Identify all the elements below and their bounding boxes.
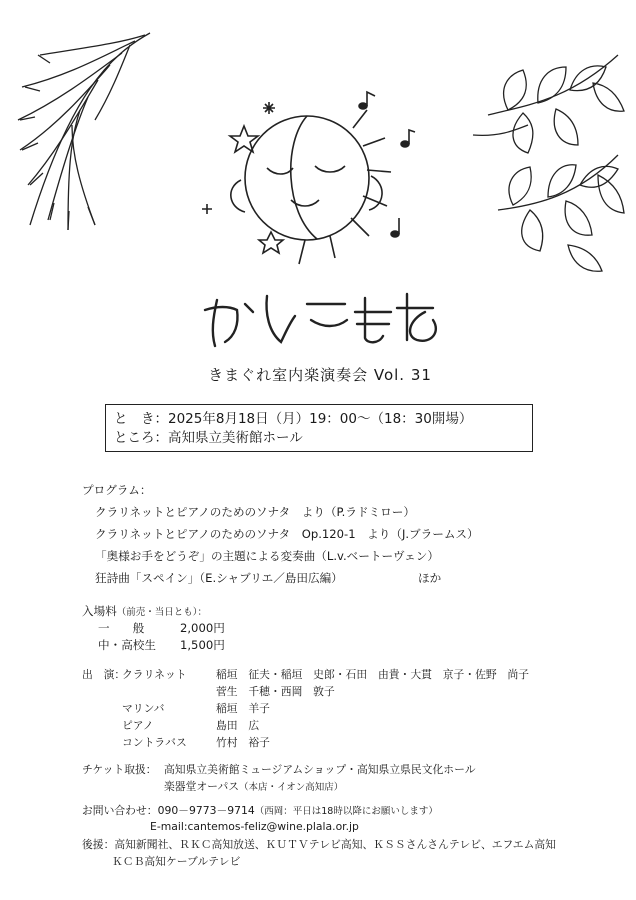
program-item: 狂詩曲「スペイン」（E.シャブリエ／島田広編） <box>95 571 343 585</box>
concert-title: きまぐれ室内楽演奏会 Vol. 31 <box>208 366 432 384</box>
date-value: 2025年8月18日（月）19：00～（18：30開場） <box>168 411 473 427</box>
place-label: ところ： <box>114 430 168 446</box>
contact-email: E-mail:cantemos-feliz@wine.plala.or.jp <box>150 820 359 833</box>
date-label: と き： <box>114 411 168 427</box>
admission-label: 入場料 <box>82 604 117 618</box>
admission-heading <box>82 603 207 619</box>
sponsors-line2: ＫＣＢ高知ケーブルテレビ <box>112 855 241 868</box>
event-info-box <box>105 404 533 452</box>
admission-tier-price: 2,000円 <box>180 621 225 635</box>
logo-text-data: かんてもす <box>195 280 200 281</box>
program-heading: プログラム： <box>82 483 152 497</box>
performer-names: 稲垣 征夫・稲垣 史郎・石田 由貴・大貫 京子・佐野 尚子 <box>216 668 530 681</box>
contact-heading: お問い合わせ： <box>82 804 158 817</box>
instrument-label: ピアノ <box>122 719 154 732</box>
place-value: 高知県立美術館ホール <box>168 430 303 446</box>
palm-leaf-icon <box>10 25 160 240</box>
performer-names: 菅生 千穂・西岡 敦子 <box>216 685 335 698</box>
program-item: クラリネットとピアノのためのソナタ より（P.ラドミロー） <box>95 505 415 519</box>
logo-handwritten <box>195 280 445 350</box>
tickets-line2 <box>164 779 343 794</box>
sun-moon-face-icon <box>195 88 420 273</box>
program-item: 「奥様お手をどうぞ」の主題による変奏曲（L.v.ベートーヴェン） <box>95 549 439 563</box>
instrument-label: クラリネット <box>122 668 187 681</box>
contact-phone-note: （西岡：平日は18時以降にお願いします） <box>254 806 438 817</box>
program-etc: ほか <box>418 571 442 585</box>
tickets-shop: 楽器堂オーパス <box>164 780 240 793</box>
vine-leaves-icon <box>468 35 628 290</box>
tickets-shop-note: （本店・イオン高知店） <box>239 782 344 793</box>
admission-tier-price: 1,500円 <box>180 638 225 652</box>
contact-line <box>82 803 438 818</box>
admission-tier-label: 中・高校生 <box>98 638 156 652</box>
contact-phone: 090－9773－9714 <box>157 804 255 817</box>
instrument-label: コントラバス <box>122 736 187 749</box>
tickets-line1: 高知県立美術館ミュージアムショップ・高知県立県民文化ホール <box>164 763 476 776</box>
performers-heading: 出 演： <box>82 668 126 681</box>
program-item: クラリネットとピアノのためのソナタ Op.120-1 より（J.ブラームス） <box>95 527 479 541</box>
performer-names: 島田 広 <box>216 719 260 732</box>
instrument-label: マリンバ <box>122 702 165 715</box>
performer-names: 稲垣 羊子 <box>216 702 270 715</box>
admission-tier-label: 一 般 <box>98 621 145 635</box>
admission-note: （前売・当日とも）： <box>116 607 208 618</box>
sponsors-line <box>82 837 556 852</box>
date-line <box>114 410 524 429</box>
tickets-heading: チケット取扱： <box>82 763 157 776</box>
performer-names: 竹村 裕子 <box>216 736 270 749</box>
sponsors-heading: 後援： <box>82 838 115 851</box>
sponsors-list: 高知新聞社、ＲＫＣ高知放送、ＫＵＴＶテレビ高知、ＫＳＳさんさんテレビ、エフエム高知 <box>114 838 556 851</box>
place-line <box>114 429 524 448</box>
